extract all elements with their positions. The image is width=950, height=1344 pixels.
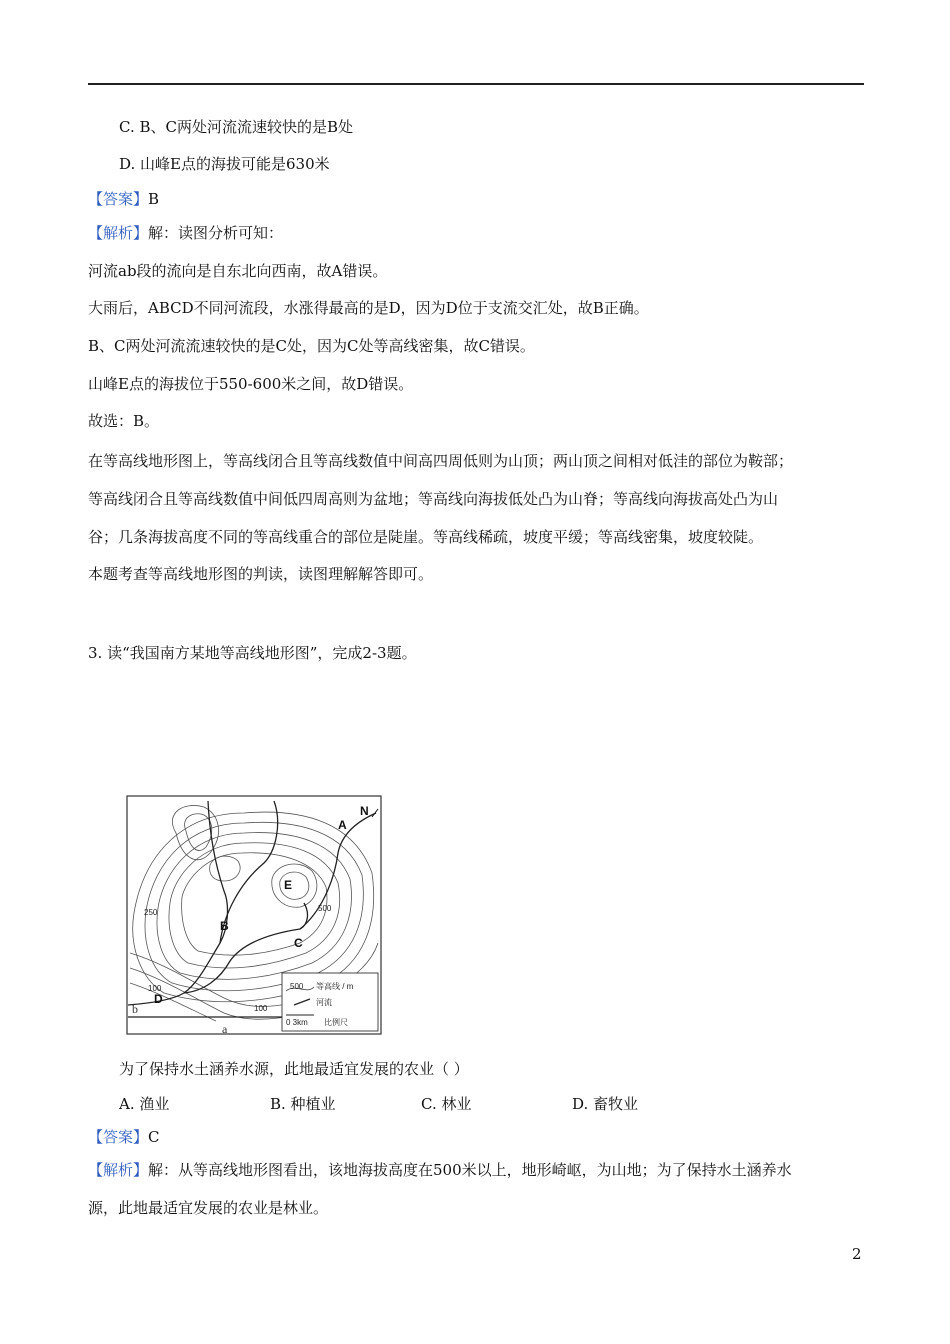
legend-scale-label: 比例尺 — [324, 1018, 348, 1027]
option-c: C. 林业 — [421, 1095, 472, 1113]
legend-river-label: 河流 — [316, 998, 332, 1007]
contour-map — [124, 793, 384, 1039]
analysis-line: 大雨后，ABCD不同河流段，水涨得最高的是D，因为D位于支流交汇处，故B正确。 — [88, 299, 649, 317]
analysis-tag: 【解析】 — [88, 1161, 149, 1179]
label-b-point: B — [220, 919, 229, 933]
q2-answer — [88, 189, 159, 209]
label-c-point: C — [294, 936, 303, 950]
option-c-top: C. B、C两处河流流速较快的是B处 — [119, 118, 354, 136]
contour-500: 500 — [318, 904, 332, 913]
analysis-line: 河流ab段的流向是自东北向西南，故A错误。 — [88, 262, 388, 280]
north-arrow: N — [360, 804, 369, 818]
option-d-top: D. 山峰E点的海拔可能是630米 — [119, 155, 330, 173]
answer-tag: 【答案】 — [88, 1128, 149, 1146]
q3-analysis-cont: 源，此地最适宜发展的农业是林业。 — [88, 1199, 329, 1217]
q2-analysis — [88, 223, 283, 243]
legend-scale-value: 0 3km — [286, 1018, 308, 1027]
q3-question: 为了保持水土涵养水源，此地最适宜发展的农业（ ） — [119, 1060, 469, 1078]
q3-analysis — [88, 1160, 792, 1180]
analysis-text: 解：从等高线地形图看出，该地海拔高度在500米以上，地形崎岖，为山地；为了保持水土涵养水 — [148, 1161, 792, 1179]
legend-contour-value: 500 — [290, 982, 304, 991]
analysis-text: 解：读图分析可知： — [148, 224, 284, 242]
contour-100-bottom: 100 — [254, 1004, 268, 1013]
label-d-point: D — [154, 992, 163, 1006]
legend-contour-label: 等高线 / m — [316, 982, 354, 991]
option-b: B. 种植业 — [270, 1095, 336, 1113]
analysis-line: 谷；几条海拔高度不同的等高线重合的部位是陡崖。等高线稀疏，坡度平缓；等高线密集，坡度较陡。 — [88, 528, 764, 546]
label-a-river: a — [222, 1022, 228, 1036]
page-number: 2 — [852, 1245, 862, 1263]
option-d: D. 畜牧业 — [572, 1095, 639, 1113]
analysis-tag: 【解析】 — [88, 224, 149, 242]
analysis-line: 在等高线地形图上，等高线闭合且等高线数值中间高四周低则为山顶；两山顶之间相对低洼的部位为鞍部； — [88, 452, 794, 470]
answer-value: B — [148, 190, 160, 208]
analysis-line: 等高线闭合且等高线数值中间低四周高则为盆地；等高线向海拔低处凸为山脊；等高线向海拔高处凸为山 — [88, 490, 779, 508]
answer-tag: 【答案】 — [88, 190, 149, 208]
option-a: A. 渔业 — [119, 1095, 170, 1113]
contour-250: 250 — [144, 908, 158, 917]
label-b-river: b — [132, 1002, 138, 1016]
analysis-line: 本题考查等高线地形图的判读，读图理解解答即可。 — [88, 565, 434, 583]
header-rule — [88, 83, 864, 85]
analysis-line: B、C两处河流流速较快的是C处，因为C处等高线密集，故C错误。 — [88, 337, 535, 355]
q3-answer — [88, 1127, 160, 1147]
label-a-point: A — [338, 818, 347, 832]
contour-100-left: 100 — [148, 984, 162, 993]
answer-value: C — [148, 1128, 160, 1146]
analysis-line: 山峰E点的海拔位于550-600米之间，故D错误。 — [88, 375, 414, 393]
analysis-line: 故选：B。 — [88, 412, 160, 430]
label-e-point: E — [284, 878, 293, 892]
q3-title: 3. 读“我国南方某地等高线地形图”，完成2-3题。 — [88, 644, 417, 662]
